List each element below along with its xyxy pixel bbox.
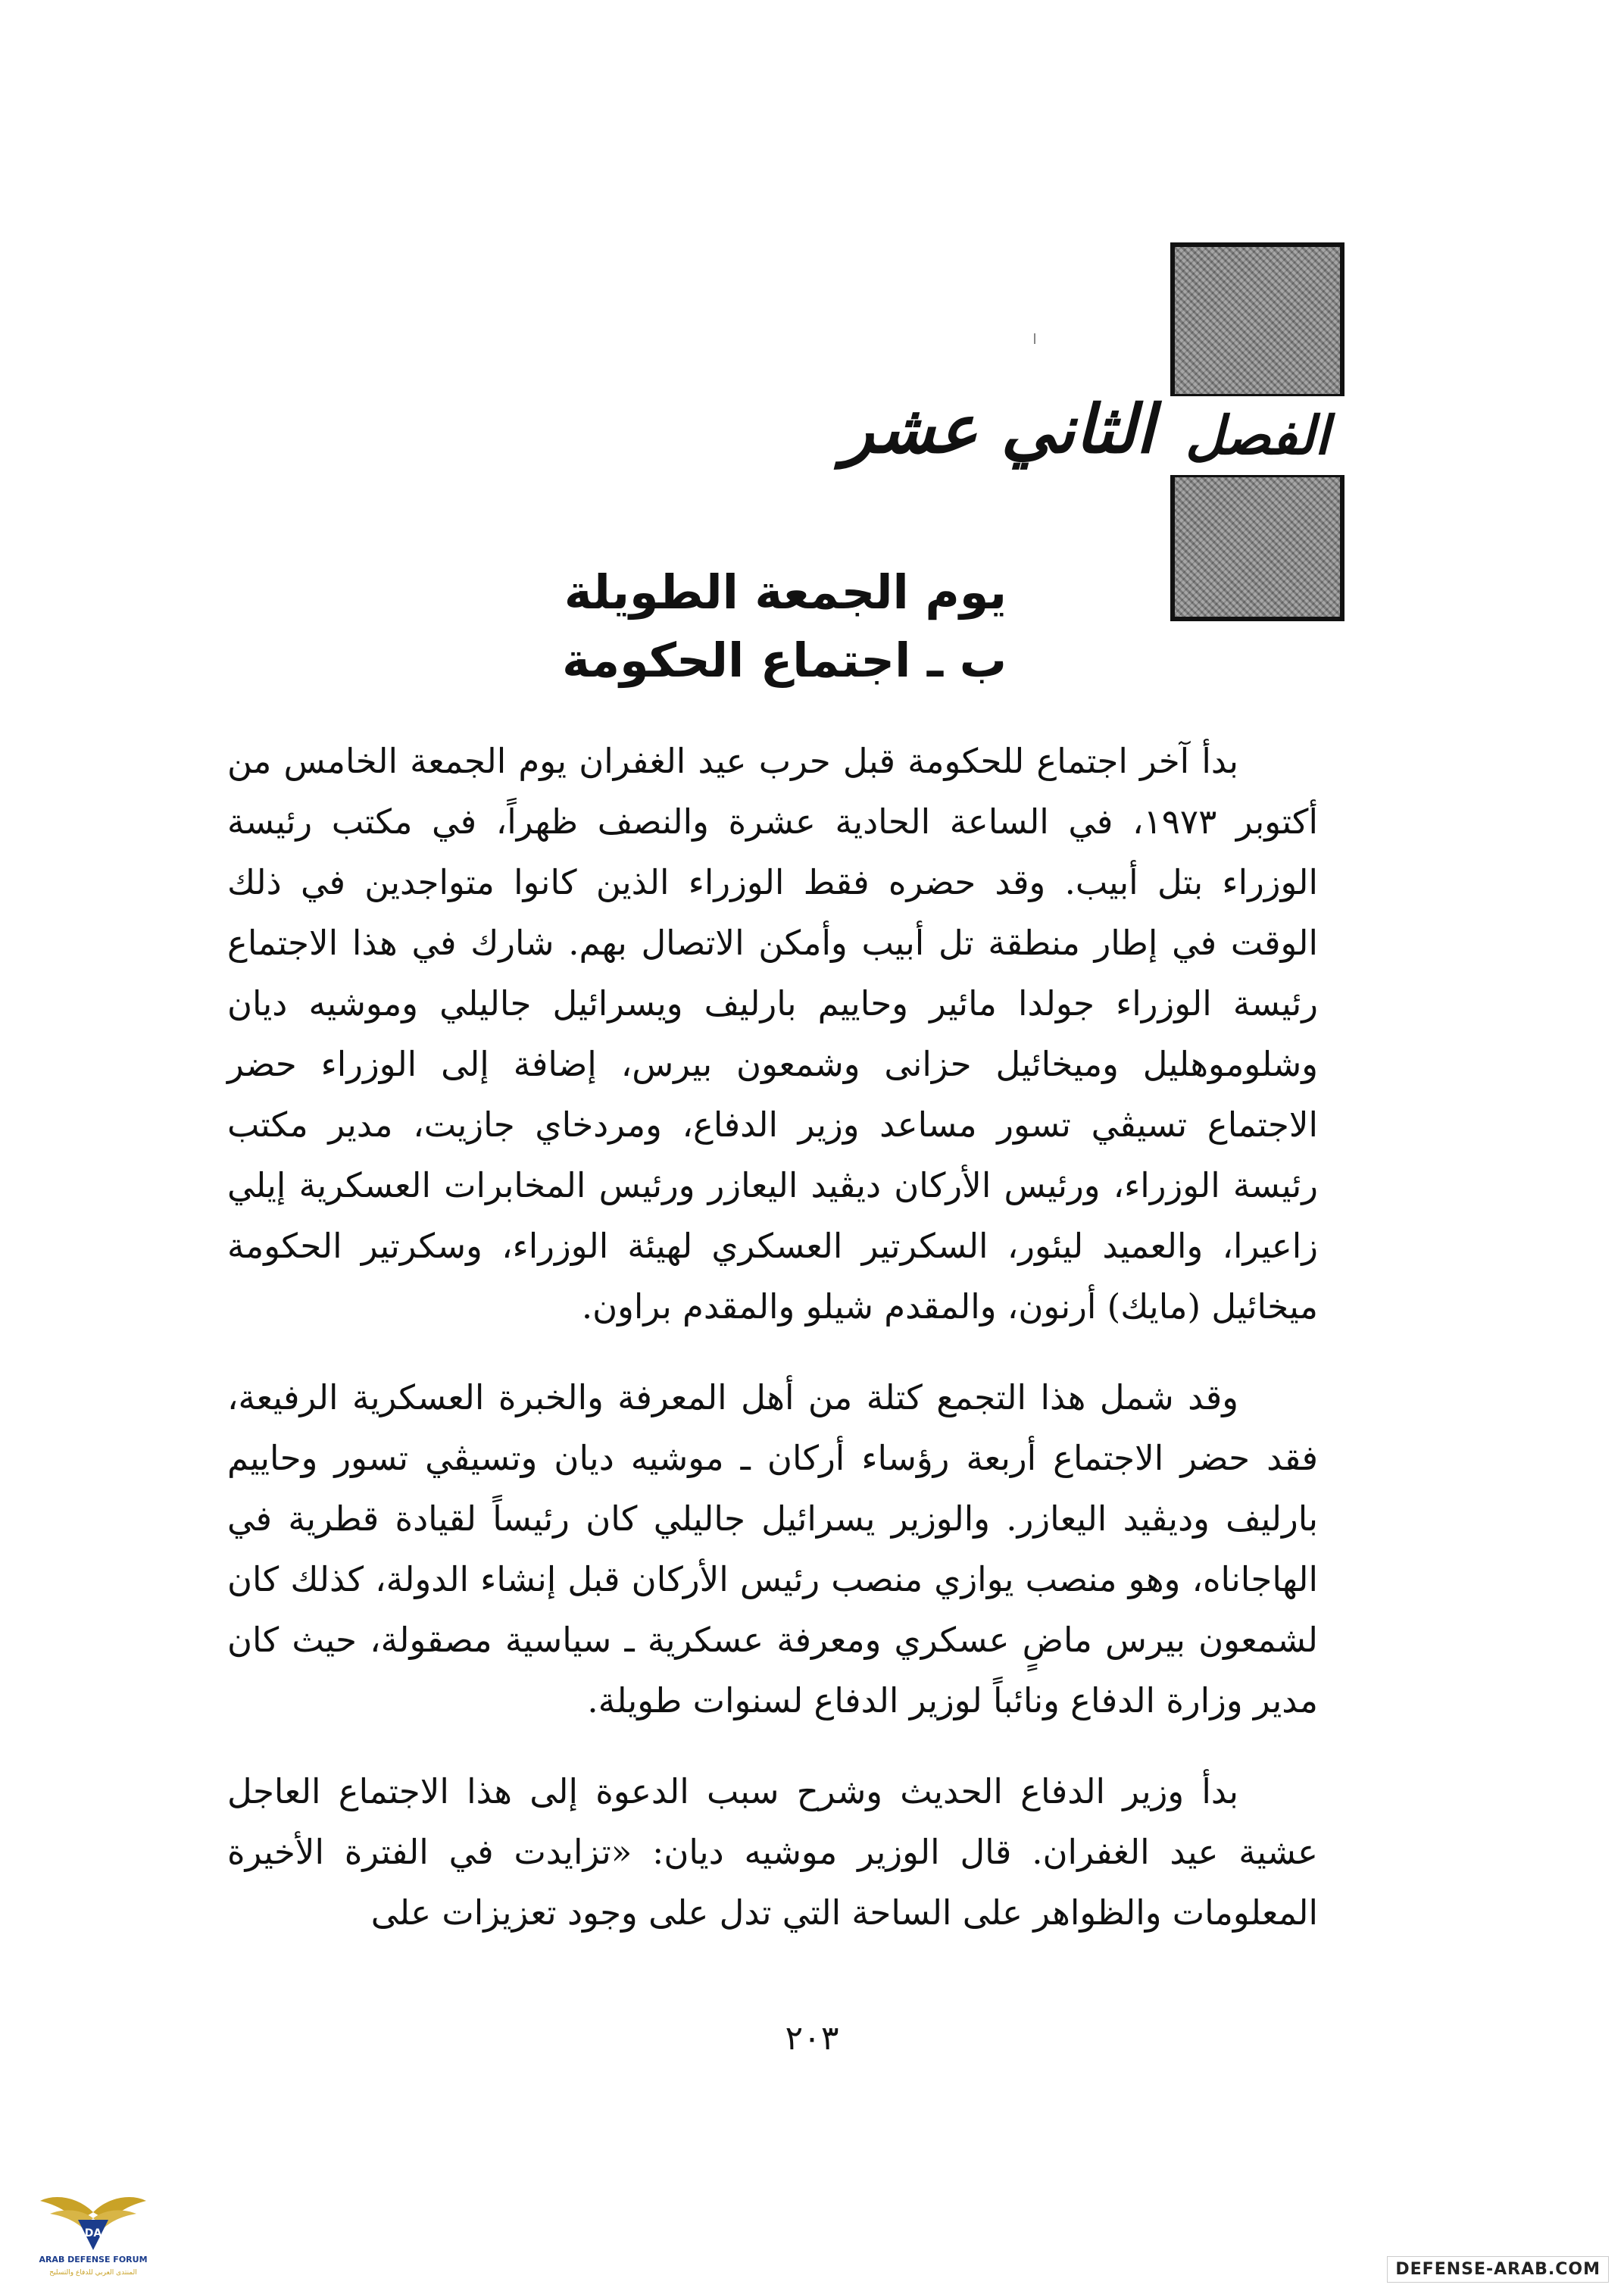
chapter-title: يوم الجمعة الطويلة bbox=[564, 564, 1007, 620]
scan-mark bbox=[1034, 333, 1035, 344]
site-watermark: DEFENSE-ARAB.COM bbox=[1387, 2256, 1609, 2283]
chapter-number: الثاني عشر bbox=[842, 390, 1154, 468]
body-text bbox=[227, 731, 1318, 1974]
chapter-subtitle: ب ـ اجتماع الحكومة bbox=[562, 633, 1007, 688]
arab-defense-forum-logo-icon bbox=[36, 2167, 150, 2280]
logo-text: ARAB DEFENSE FORUM bbox=[39, 2255, 148, 2264]
page-number: ٢٠٣ bbox=[785, 2019, 839, 2058]
paragraph: بدأ وزير الدفاع الحديث وشرح سبب الدعوة إلى هذا الاجتماع العاجل عشية عيد الغفران. قال الوزير موشيه ديان: «تزايدت في الفترة الأخيرة المعلومات والظواهر على الساحة التي تدل على وجود تعزيزات على bbox=[227, 1771, 1318, 1933]
logo-monogram: DA bbox=[84, 2227, 102, 2239]
chapter-label: الفصل bbox=[1170, 394, 1344, 477]
paragraph: وقد شمل هذا التجمع كتلة من أهل المعرفة والخبرة العسكرية الرفيعة، فقد حضر الاجتماع أربعة رؤساء أركان ـ موشيه ديان وتسيڤي تسور وحاييم بارليف وديڤيد اليعازر. والوزير يسرائيل جاليلي كان رئيساً لقيادة قطرية في الهاجاناه، وهو منصب يوازي منصب رئيس الأركان قبل إنشاء الدولة، كذلك كان لشمعون بيرس ماضٍ عسكري ومعرفة عسكرية ـ سياسية مصقولة، حيث كان مدير وزارة الدفاع ونائباً لوزير الدفاع لسنوات طويلة. bbox=[227, 1377, 1318, 1721]
logo-subtext: المنتدى العربي للدفاع والتسليح bbox=[49, 2269, 137, 2277]
paragraph: بدأ آخر اجتماع للحكومة قبل حرب عيد الغفران يوم الجمعة الخامس من أكتوبر ١٩٧٣، في الساعة الحادية عشرة والنصف ظهراً، في مكتب رئيسة الوزراء بتل أبيب. وقد حضره فقط الوزراء الذين كانوا متواجدين في ذلك الوقت في إطار منطقة تل أبيب وأمكن الاتصال بهم. شارك في هذا الاجتماع رئيسة الوزراء جولدا مائير وحاييم بارليف ويسرائيل جاليلي وموشيه ديان وشلوموهليل وميخائيل حزانى وشمعون بيرس، إضافة إلى الوزراء حضر الاجتماع تسيڤي تسور مساعد وزير الدفاع، ومردخاي جازيت، مدير مكتب رئيسة الوزراء، ورئيس الأركان ديڤيد اليعازر ورئيس المخابرات العسكرية إيلي زاعيرا، والعميد ليئور، السكرتير العسكري لهيئة الوزراء، وسكرتير الحكومة ميخائيل (مايك) أرنون، والمقدم شيلو والمقدم براون. bbox=[227, 741, 1318, 1327]
